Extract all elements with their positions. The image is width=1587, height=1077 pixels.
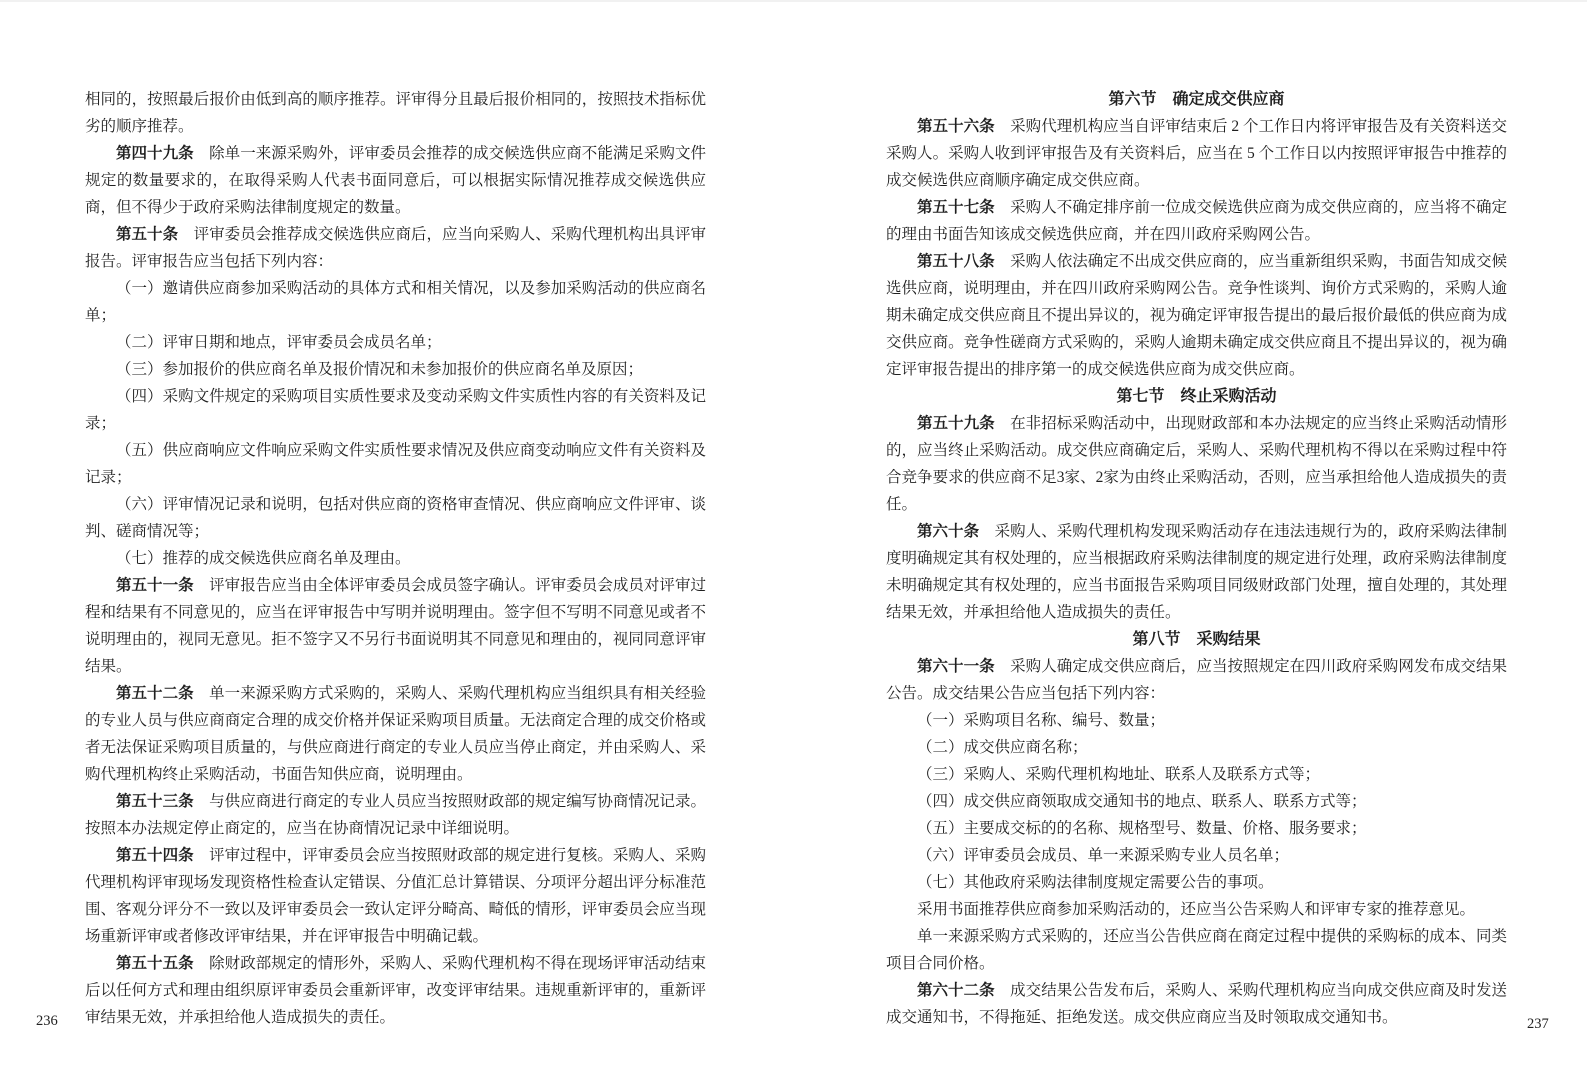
article-text: 成交结果公告发布后，采购人、采购代理机构应当向成交供应商及时发送成交通知书，不得拖延、拒绝发送。成交供应商应当及时领取成交通知书。	[886, 982, 1507, 1026]
continued-paragraph: 相同的，按照最后报价由低到高的顺序推荐。评审得分且最后报价相同的，按照技术指标优劣的顺序推荐。	[85, 91, 706, 135]
article-paragraph	[886, 248, 1507, 383]
list-item: （六）评审委员会成员、单一来源采购专业人员名单；	[917, 847, 1290, 864]
section-heading: 第七节 终止采购活动	[1116, 388, 1277, 405]
article-text: 采购人、采购代理机构发现采购活动存在违法违规行为的，政府采购法律制度明确规定其有权处理的，应当根据政府采购法律制度的规定进行处理，政府采购法律制度未明确规定其有权处理的，应当书面报告采购项目同级财政部门处理，擅自处理的，其处理结果无效，并承担给他人造成损失的责任。	[886, 523, 1507, 621]
list-item: （六）评审情况记录和说明，包括对供应商的资格审查情况、供应商响应文件评审、谈判、磋商情况等；	[85, 496, 706, 540]
list-item: （三）参加报价的供应商名单及报价情况和未参加报价的供应商名单及原因；	[116, 361, 644, 378]
article-number: 第五十条	[116, 226, 179, 243]
list-item: （三）采购人、采购代理机构地址、联系人及联系方式等；	[917, 766, 1321, 783]
article-text: 与供应商进行商定的专业人员应当按照财政部的规定编写协商情况记录。按照本办法规定停止商定的，应当在协商情况记录中详细说明。	[85, 793, 706, 837]
article-number: 第五十四条	[116, 847, 194, 864]
article-paragraph	[85, 221, 706, 275]
section-heading: 第八节 采购结果	[1132, 631, 1261, 648]
article-number: 第五十八条	[917, 253, 995, 270]
list-item: （二）评审日期和地点，评审委员会成员名单；	[116, 334, 442, 351]
article-paragraph	[886, 977, 1507, 1031]
list-item: （五）主要成交标的的名称、规格型号、数量、价格、服务要求；	[917, 820, 1367, 837]
article-paragraph	[886, 410, 1507, 518]
article-text: 在非招标采购活动中，出现财政部和本办法规定的应当终止采购活动情形的，应当终止采购活动。成交供应商确定后，采购人、采购代理机构不得以在采购过程中符合竞争要求的供应商不足3家、2家为由终止采购活动，否则，应当承担给他人造成损失的责任。	[886, 415, 1507, 513]
article-number: 第六十条	[917, 523, 980, 540]
article-paragraph	[85, 842, 706, 950]
list-item: （二）成交供应商名称；	[917, 739, 1088, 756]
article-text: 单一来源采购方式采购的，采购人、采购代理机构应当组织具有相关经验的专业人员与供应商商定合理的成交价格并保证采购项目质量。无法商定合理的成交价格或者无法保证采购项目质量的，与供应商进行商定的专业人员应当停止商定，并由采购人、采购代理机构终止采购活动，书面告知供应商，说明理由。	[85, 685, 706, 783]
article-text: 采购人依法确定不出成交供应商的，应当重新组织采购，书面告知成交候选供应商，说明理由，并在四川政府采购网公告。竞争性谈判、询价方式采购的，采购人逾期未确定成交供应商且不提出异议的，视为确定评审报告提出的最后报价最低的供应商为成交供应商。竞争性磋商方式采购的，采购人逾期未确定成交供应商且不提出异议的，视为确定评审报告提出的排序第一的成交候选供应商为成交供应商。	[886, 253, 1507, 378]
list-item: （一）邀请供应商参加采购活动的具体方式和相关情况，以及参加采购活动的供应商名单；	[85, 280, 706, 324]
paragraph: 单一来源采购方式采购的，还应当公告供应商在商定过程中提供的采购标的成本、同类项目合同价格。	[886, 928, 1507, 972]
article-number: 第五十五条	[116, 955, 194, 972]
list-item: （四）采购文件规定的采购项目实质性要求及变动采购文件实质性内容的有关资料及记录；	[85, 388, 706, 432]
article-text: 评审报告应当由全体评审委员会成员签字确认。评审委员会成员对评审过程和结果有不同意见的，应当在评审报告中写明并说明理由。签字但不写明不同意见或者不说明理由的，视同无意见。拒不签字又不另行书面说明其不同意见和理由的，视同同意评审结果。	[85, 577, 706, 675]
article-number: 第五十二条	[116, 685, 194, 702]
article-paragraph	[886, 113, 1507, 194]
list-item: （一）采购项目名称、编号、数量；	[917, 712, 1166, 729]
list-item: （四）成交供应商领取成交通知书的地点、联系人、联系方式等；	[917, 793, 1367, 810]
article-number: 第六十一条	[917, 658, 995, 675]
section-heading: 第六节 确定成交供应商	[1108, 91, 1285, 108]
article-text: 评审委员会推荐成交候选供应商后，应当向采购人、采购代理机构出具评审报告。评审报告应当包括下列内容：	[85, 226, 706, 270]
article-text: 采购代理机构应当自评审结束后 2 个工作日内将评审报告及有关资料送交采购人。采购人收到评审报告及有关资料后，应当在 5 个工作日以内按照评审报告中推荐的成交候选供应商顺序确定成交供应商。	[886, 118, 1507, 189]
article-number: 第五十七条	[917, 199, 995, 216]
article-paragraph	[85, 950, 706, 1031]
article-paragraph	[85, 572, 706, 680]
paragraph: 采用书面推荐供应商参加采购活动的，还应当公告采购人和评审专家的推荐意见。	[917, 901, 1476, 918]
article-number: 第五十一条	[116, 577, 194, 594]
list-item: （七）推荐的成交候选供应商名单及理由。	[116, 550, 411, 567]
article-paragraph	[85, 788, 706, 842]
article-text: 除财政部规定的情形外，采购人、采购代理机构不得在现场评审活动结束后以任何方式和理由组织原评审委员会重新评审，改变评审结果。违规重新评审的，重新评审结果无效，并承担给他人造成损失的责任。	[85, 955, 706, 1026]
article-paragraph	[85, 140, 706, 221]
list-item: （七）其他政府采购法律制度规定需要公告的事项。	[917, 874, 1274, 891]
left-page-text-column	[85, 86, 706, 1031]
article-paragraph	[886, 653, 1507, 707]
article-paragraph	[886, 194, 1507, 248]
article-text: 评审过程中，评审委员会应当按照财政部的规定进行复核。采购人、采购代理机构评审现场发现资格性检查认定错误、分值汇总计算错误、分项评分超出评分标准范围、客观分评分不一致以及评审委员会一致认定评分畸高、畸低的情形，评审委员会应当现场重新评审或者修改评审结果，并在评审报告中明确记载。	[85, 847, 706, 945]
article-number: 第六十二条	[917, 982, 995, 999]
article-number: 第五十九条	[917, 415, 995, 432]
article-text: 除单一来源采购外，评审委员会推荐的成交候选供应商不能满足采购文件规定的数量要求的，在取得采购人代表书面同意后，可以根据实际情况推荐成交候选供应商，但不得少于政府采购法律制度规定的数量。	[85, 145, 706, 216]
article-number: 第五十六条	[917, 118, 995, 135]
article-paragraph	[85, 680, 706, 788]
page-number-right: 237	[1527, 1016, 1549, 1032]
scan-edge-line	[0, 0, 1587, 2]
page-number-left: 236	[36, 1013, 58, 1029]
article-text: 采购人确定成交供应商后，应当按照规定在四川政府采购网发布成交结果公告。成交结果公告应当包括下列内容：	[886, 658, 1507, 702]
list-item: （五）供应商响应文件响应采购文件实质性要求情况及供应商变动响应文件有关资料及记录；	[85, 442, 706, 486]
right-page-text-column	[886, 86, 1507, 1031]
article-number: 第五十三条	[116, 793, 194, 810]
article-text: 采购人不确定排序前一位成交候选供应商为成交供应商的，应当将不确定的理由书面告知该成交候选供应商，并在四川政府采购网公告。	[886, 199, 1507, 243]
article-number: 第四十九条	[116, 145, 194, 162]
article-paragraph	[886, 518, 1507, 626]
